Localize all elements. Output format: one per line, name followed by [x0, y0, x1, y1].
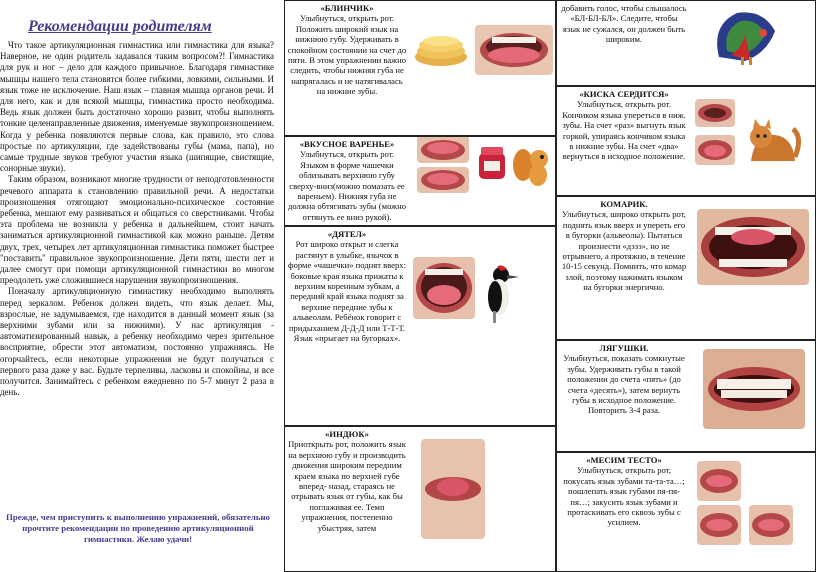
turkey-icon — [705, 5, 785, 67]
exercises-column-2 — [556, 0, 816, 572]
closing-note: Прежде, чем приступить к выполнению упражнений, обязательно прочтите рекомендации по проведению артикуляционной гимнастики. Желаю удачи! — [6, 512, 270, 545]
mouth-photo — [413, 257, 475, 319]
mouth-photo — [749, 505, 793, 545]
exercise-title: «КИСКА СЕРДИТСЯ» — [579, 89, 669, 99]
mouth-photo — [695, 135, 735, 165]
exercise-blinchik — [284, 0, 556, 136]
mouth-photo — [421, 439, 485, 539]
exercise-kiska — [556, 86, 816, 196]
mouth-photo — [695, 99, 735, 127]
parents-recommendations-column — [0, 0, 278, 572]
exercise-text: Рот широко открыт и слегка растянут в улыбке, язычок в форме «чашечки» поднят вверх: боковые края языка прижаты к верхним коренным зубкам, а передний край языка поднят за верхние передние зубы к альвеолам. Ребёнок говорит с придыханием Д-Д-Д или Т-Т-Т. Язык «прыгает на бугорках». — [288, 239, 406, 344]
mouth-photo — [417, 136, 469, 163]
mouth-photo — [475, 25, 553, 75]
exercise-varenye — [284, 136, 556, 226]
exercise-title: «ВКУСНОЕ ВАРЕНЬЕ» — [299, 139, 395, 149]
exercise-text: Улыбнуться, широко открыть рот, поднять язык вверх и упереть его в бугорки (альвеолы). Пытаться произнести «дззз», но не отрывнего, а протяжно, в течение 10-15 секунд. Помнить, что комар злой, поэтому нажимать языком на бугорки энергично. — [561, 209, 687, 293]
exercise-text: Улыбнуться, открыть рот. Кончиком языка упереться в ниж. зубы. На счет «раз» выгнуть язык горкой, упираясь кончиком языка в нижние зубы. На счет «два» вернуться в исходное положение. — [562, 99, 686, 162]
exercise-indyuk — [284, 426, 556, 572]
exercise-text: Улыбнуться, открыть рот. Языком в форме чашечки облизывать верхнюю губу сверху-вниз(можно помазать ее вареньем). Нижняя губа не должна обтягивать зубы (можно оттянуть ее вниз рукой). — [288, 149, 406, 222]
mouth-photo — [417, 167, 469, 193]
exercise-title: «МЕСИМ ТЕСТО» — [586, 455, 662, 465]
exercise-text: Улыбнуться, открыть рот. Положить широкий язык на нижнюю губу. Удерживать в спокойном состоянии на счет до пяти. В этом упражнении важно следить, чтобы нижняя губа не напрягалась и не натягивалась на нижние зубы. — [287, 13, 407, 97]
intro-paragraph-2: Таким образом, возникают многие трудности от неподготовленности речевого аппарата к становлению правильной речи. А недостатки произношения отягощают эмоционально-психическое состояние ребенка, мешают ему развиваться и общаться со сверстниками. Чтобы эта проблема не возникла у ребенка в дальнейшем, стоит начать заниматься артикуляционной гимнастикой как можно раньше. Детям двух, трех, четырех лет артикуляционная гимнастика поможет быстрее "поставить" правильное звукопроизношение. Дети пяти, шести лет и далее смогут при помощи артикуляционной гимнастики во многом преодолеть уже сложившиеся нарушения звукопроизношения. — [0, 174, 274, 286]
exercise-title: «БЛИНЧИК» — [320, 3, 374, 13]
exercise-text: добавить голос, чтобы слышалось «БЛ-БЛ-БЛ». Следите, чтобы язык не сужался, он должен быть широким. — [561, 3, 687, 45]
exercise-title: ЛЯГУШКИ. — [599, 343, 649, 353]
exercise-text: Улыбнуться, показать сомкнутые зубы. Удерживать губы в такой положении до счета «пять» (до счета «десять»), затем вернуть губы в исходное положение. Повторить 3-4 раза. — [563, 353, 685, 416]
mouth-photo — [697, 209, 809, 285]
exercise-testo — [556, 452, 816, 572]
squirrel-icon — [511, 143, 553, 189]
exercise-komarik — [556, 196, 816, 340]
exercise-title: КОМАРИК. — [600, 199, 648, 209]
exercise-lyagushki — [556, 340, 816, 452]
exercise-dyatel — [284, 226, 556, 426]
exercise-text: Улыбнуться, открыть рот, покусать язык зубами та-та-та…; пошлепать язык губами пя-пя-пя…; закусить язык зубами и протаскивать его сквозь зубы с усилием. — [563, 465, 685, 528]
page-title: Рекомендации родителям — [28, 18, 212, 35]
mouth-photo — [697, 505, 741, 545]
jam-jar-icon — [475, 145, 509, 181]
pancake-icon — [413, 27, 469, 69]
intro-paragraph-1: Что такое артикуляционная гимнастика или гимнастика для языка? Наверное, не один родитель задавался таким вопросом?! Гимнастика для рук и ног – дело для каждого привычное. Благодаря гимнастике мышцы нашего тела становятся более гибкими, ловкими, сильными. И язык тоже не исключение. Наш язык – главная мышца органов речи. И для него, как и для всякой мышцы, гимнастика просто необходима. Ведь язык должен быть достаточно хорошо развит, чтобы выполнять тонкие целенаправленные движения, именуемые звукопроизношением. Когда у ребенка появляются первые слова, как правило, это слова простые по артикуляции, где задействованы губы (мама, папа), но самые трудные звуков требуют участия языка (шипящие, свистящие, сонорные звуки). — [0, 40, 274, 174]
exercise-title: «ИНДЮК» — [325, 429, 369, 439]
mouth-photo — [703, 349, 805, 429]
angry-cat-icon — [745, 117, 801, 169]
intro-paragraph-3: Поначалу артикуляционную гимнастику необходимо выполнять перед зеркалом. Ребенок должен видеть, что язык делает. Мы, взрослые, не задумываемся, где находится в данный момент язык (за верхними зубами или за нижними). У нас артикуляция - автоматизированный навык, а ребенку необходимо через зрительное восприятие, обрести этот автоматизм, постоянно упражняясь. Не огорчайтесь, если некоторые упражнения не будут получаться с первого раза даже у вас. Будьте терпеливы, ласковы и спокойны, и все получится. Занимайтесь с ребенком ежедневно по 5-7 минут 2 раза в день. — [0, 286, 274, 398]
mouth-photo — [697, 461, 741, 501]
woodpecker-icon — [481, 263, 521, 325]
exercise-text: Приоткрыть рот, положить язык на верхнюю губу и производить движения широким передним краем языка по верхней губе вперед- назад, стараясь не отрывать язык от губы, как бы поглаживая ее. Темп упражнения, постепенно убыстряя, затем — [288, 439, 406, 533]
exercise-title: «ДЯТЕЛ» — [327, 229, 367, 239]
intro-text — [0, 40, 274, 399]
exercises-column-1 — [278, 0, 556, 572]
exercise-indyuk-continued — [556, 0, 816, 86]
